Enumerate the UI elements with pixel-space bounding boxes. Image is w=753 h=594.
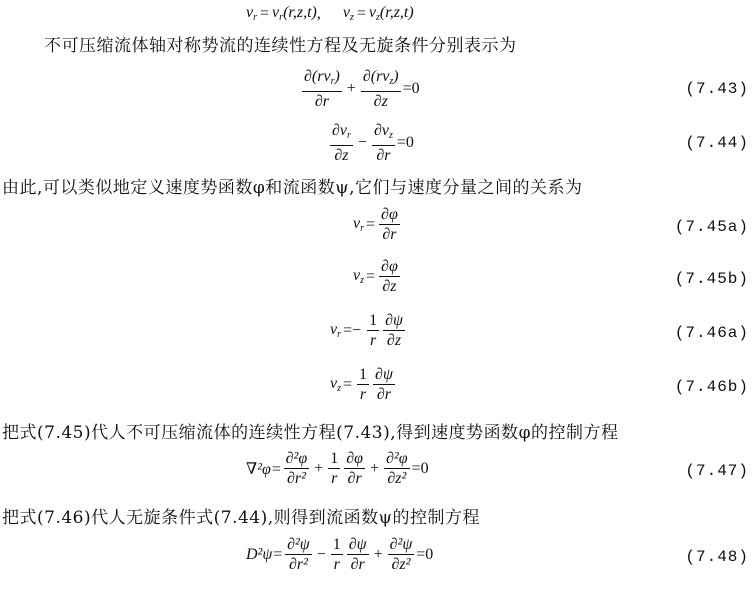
vz-symbol: $v_z$ — [342, 4, 354, 23]
equation-7-43: $\frac{\partial(rv_r)}{\partial r}$ + $\frac{\partial(rv_z)}{\partial z}$ =0 (7.43) — [304, 68, 749, 110]
equation-number: (7.48) — [685, 548, 749, 566]
equation-7-47: ∇²φ= $\frac{\text{∂²φ}}{\text{∂r²}}$ + $\frac{1}{r}$ $\frac{\partial\varphi}{\partial r}$ + $\frac{\text{∂²φ}}{\text{∂z²}}$ =0 (7.47) — [246, 450, 749, 487]
equation-7-45a: $v_r$ = $\frac{\partial\varphi}{\partial r}$ (7.45a) — [353, 206, 749, 243]
equation-7-48: D²ψ= $\frac{\text{∂²ψ}}{\text{∂r²}}$ − $\frac{1}{r}$ $\frac{\partial\psi}{\partial r}$ + $\frac{\text{∂²ψ}}{\text{∂z²}}$ =0 (7.48) — [246, 536, 749, 573]
intro-paragraph: 不可压缩流体轴对称势流的连续性方程及无旋条件分别表示为 — [44, 36, 517, 56]
equation-number: (7.45b) — [674, 270, 749, 288]
equation-number: (7.45a) — [674, 218, 749, 236]
equation-number: (7.47) — [685, 462, 749, 480]
velocity-definition: $v_r$ = $v_r(r,z,t)$ , $v_z$ = $v_z(r,z,t)$ — [246, 4, 414, 23]
equation-number: (7.46a) — [674, 324, 749, 342]
paragraph-streamfunction: 把式(7.46)代人无旋条件式(7.44),则得到流函数ψ的控制方程 — [2, 508, 480, 528]
paragraph-definition: 由此,可以类似地定义速度势函数φ和流函数ψ,它们与速度分量之间的关系为 — [2, 178, 583, 198]
equation-7-46b: $v_z$ = $\frac{1}{r}$ $\frac{\partial\psi}{\partial r}$ (7.46b) — [330, 366, 749, 403]
equation-7-46a: $v_r$ =− $\frac{1}{r}$ $\frac{\partial\psi}{\partial z}$ (7.46a) — [330, 312, 749, 349]
vr-function: $v_r(r,z,t)$ — [272, 4, 317, 23]
equation-number: (7.44) — [685, 134, 749, 152]
equation-7-44: $\frac{\partial v_r}{\partial z}$ − $\frac{\partial v_z}{\partial r}$ =0 (7.44) — [332, 122, 749, 164]
vr-symbol: $v_r$ — [246, 4, 258, 23]
equation-number: (7.46b) — [674, 378, 749, 396]
vz-function: $v_z(r,z,t)$ — [368, 4, 414, 23]
equation-number: (7.43) — [685, 80, 749, 98]
paragraph-potential: 把式(7.45)代人不可压缩流体的连续性方程(7.43),得到速度势函数φ的控制方程 — [2, 423, 619, 443]
equation-7-45b: $v_z$ = $\frac{\partial\varphi}{\partial z}$ (7.45b) — [353, 258, 749, 295]
